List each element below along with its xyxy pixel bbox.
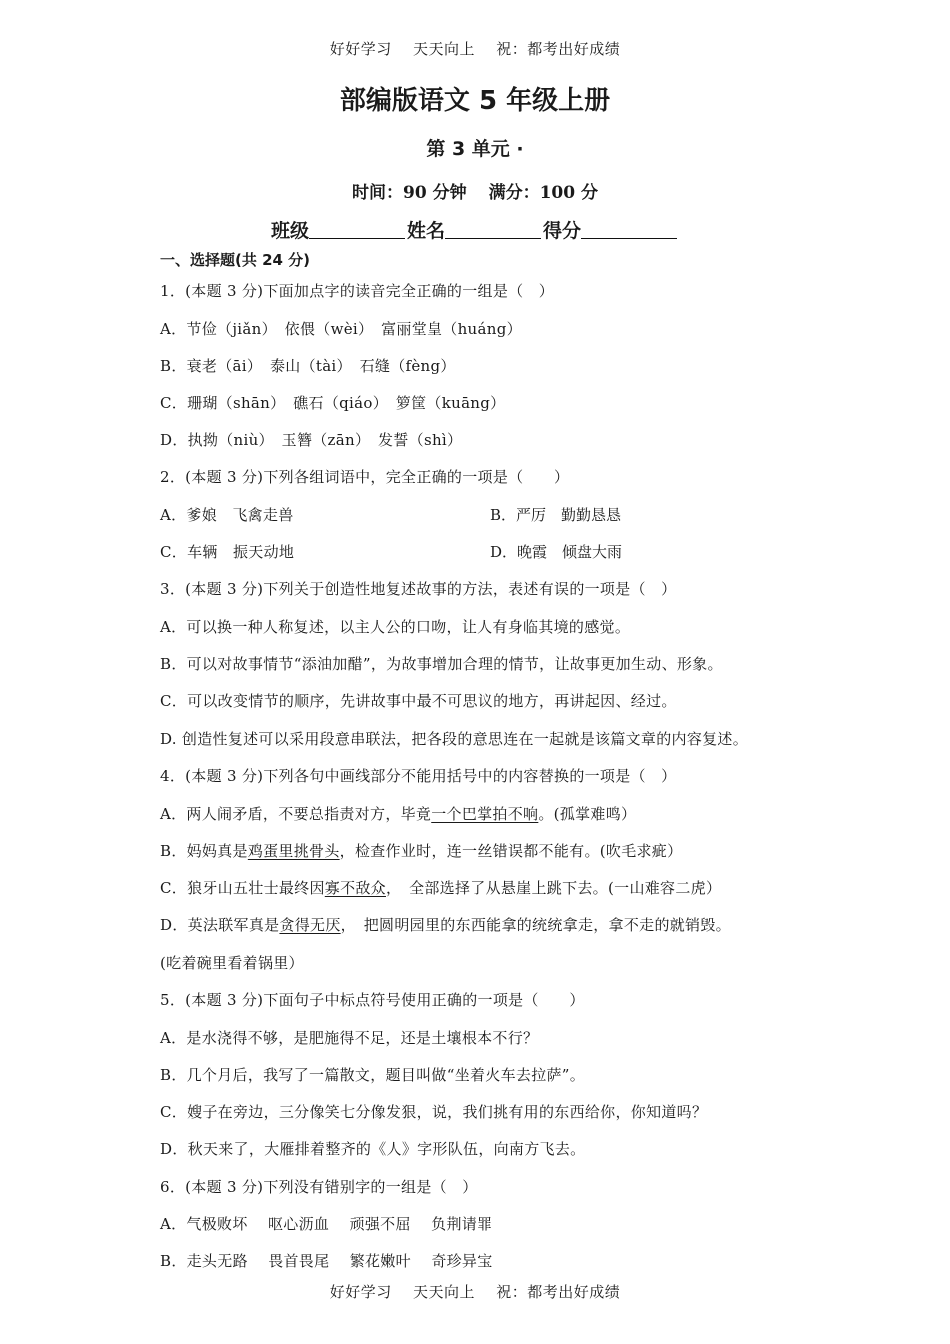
footer-motto-2: 天天向上 [412, 1283, 475, 1301]
underlined-phrase: 寡不敌众 [324, 879, 386, 897]
class-label: 班级 [270, 220, 309, 242]
question-6-option-a: A．气极败坏 呕心沥血 顽强不屈 负荆请罪 [160, 1215, 493, 1233]
question-5-option-d: D．秋天来了，大雁排着整齐的《人》字形队伍，向南方飞去。 [160, 1140, 586, 1158]
class-blank[interactable] [309, 220, 405, 239]
option-text: D．英法联军真是 [160, 916, 280, 934]
exam-subtitle: 第 3 单元 · [426, 138, 524, 160]
header-motto-3: 祝：都考出好成绩 [496, 40, 621, 58]
question-4-option-c [160, 877, 721, 898]
question-6-option-b: B．走头无路 畏首畏尾 繁花嫩叶 奇珍异宝 [160, 1252, 493, 1270]
question-1-option-c: C．珊瑚（shān） 礁石（qiáo） 箩筐（kuāng） [160, 394, 506, 412]
question-2-option-d: D．晚霞 倾盘大雨 [490, 543, 623, 561]
exam-title: 部编版语文 5 年级上册 [339, 86, 611, 116]
exam-time: 时间：90 分钟 [352, 183, 467, 203]
question-3-option-a: A．可以换一种人称复述，以主人公的口吻，让人有身临其境的感觉。 [160, 618, 631, 636]
grade-blank[interactable] [581, 220, 677, 239]
question-2-stem: 2．(本题 3 分)下列各组词语中，完全正确的一项是（ ） [160, 468, 570, 486]
option-text: 。(孤掌难鸣） [538, 805, 637, 823]
option-text: C．狼牙山五壮士最终因 [160, 879, 325, 897]
page-footer [0, 1281, 950, 1302]
header-motto-1: 好好学习 [329, 40, 392, 58]
question-5-stem: 5．(本题 3 分)下面句子中标点符号使用正确的一项是（ ） [160, 991, 585, 1009]
footer-motto-3: 祝：都考出好成绩 [496, 1283, 621, 1301]
question-2-option-a: A．爹娘 飞禽走兽 [160, 506, 294, 524]
question-3-option-b: B．可以对故事情节“添油加醋”，为故事增加合理的情节，让故事更加生动、形象。 [160, 655, 723, 673]
underlined-phrase: 贪得无厌 [279, 916, 341, 934]
option-text: ， 全部选择了从悬崖上跳下去。(一山难容二虎） [385, 879, 722, 897]
question-5-option-b: B．几个月后，我写了一篇散文，题目叫做“坐着火车去拉萨”。 [160, 1066, 586, 1084]
section-heading: 一、选择题(共 24 分) [160, 251, 311, 269]
question-2-option-c: C．车辆 振天动地 [160, 543, 295, 561]
question-1-option-a: A．节俭（jiǎn） 依偎（wèi） 富丽堂皇（huáng） [160, 320, 522, 338]
name-blank[interactable] [445, 220, 541, 239]
question-5-option-c: C．嫂子在旁边，三分像笑七分像发狠，说，我们挑有用的东西给你，你知道吗？ [160, 1103, 708, 1121]
grade-label: 得分 [543, 220, 582, 242]
exam-score: 满分：100 分 [488, 183, 598, 203]
header-motto-2: 天天向上 [412, 40, 475, 58]
student-fields [0, 216, 950, 243]
question-4-option-d [160, 914, 731, 935]
question-4-option-a [160, 803, 636, 824]
question-4-option-d-continued: (吃着碗里看着锅里） [160, 954, 304, 972]
question-1-option-b: B．衰老（āi） 泰山（tài） 石缝（fèng） [160, 357, 456, 375]
question-2-option-b: B．严厉 勤勤恳恳 [490, 506, 622, 524]
question-1-option-d: D．执拗（niù） 玉簪（zān） 发誓（shì） [160, 431, 463, 449]
option-text: ，检查作业时，连一丝错误都不能有。(吹毛求疵） [339, 842, 683, 860]
underlined-phrase: 一个巴掌拍不响 [431, 805, 539, 823]
name-label: 姓名 [406, 220, 445, 242]
footer-motto-1: 好好学习 [329, 1283, 392, 1301]
question-3-option-c: C．可以改变情节的顺序，先讲故事中最不可思议的地方，再讲起因、经过。 [160, 692, 677, 710]
option-text: A．两人闹矛盾，不要总指责对方，毕竟 [160, 805, 432, 823]
question-4-stem: 4．(本题 3 分)下列各句中画线部分不能用括号中的内容替换的一项是（ ） [160, 767, 677, 785]
question-3-stem: 3．(本题 3 分)下列关于创造性地复述故事的方法，表述有误的一项是（ ） [160, 580, 677, 598]
exam-meta [0, 178, 950, 203]
page-header [0, 38, 950, 59]
question-3-option-d: D. 创造性复述可以采用段意串联法，把各段的意思连在一起就是该篇文章的内容复述。 [160, 730, 749, 748]
option-text: B．妈妈真是 [160, 842, 248, 860]
question-4-option-b [160, 840, 682, 861]
underlined-phrase: 鸡蛋里挑骨头 [247, 842, 340, 860]
question-1-stem: 1．(本题 3 分)下面加点字的读音完全正确的一组是（ ） [160, 282, 555, 300]
option-text: ， 把圆明园里的东西能拿的统统拿走，拿不走的就销毁。 [340, 916, 731, 934]
question-5-option-a: A．是水浇得不够，是肥施得不足，还是土壤根本不行？ [160, 1029, 539, 1047]
question-6-stem: 6．(本题 3 分)下列没有错别字的一组是（ ） [160, 1178, 478, 1196]
